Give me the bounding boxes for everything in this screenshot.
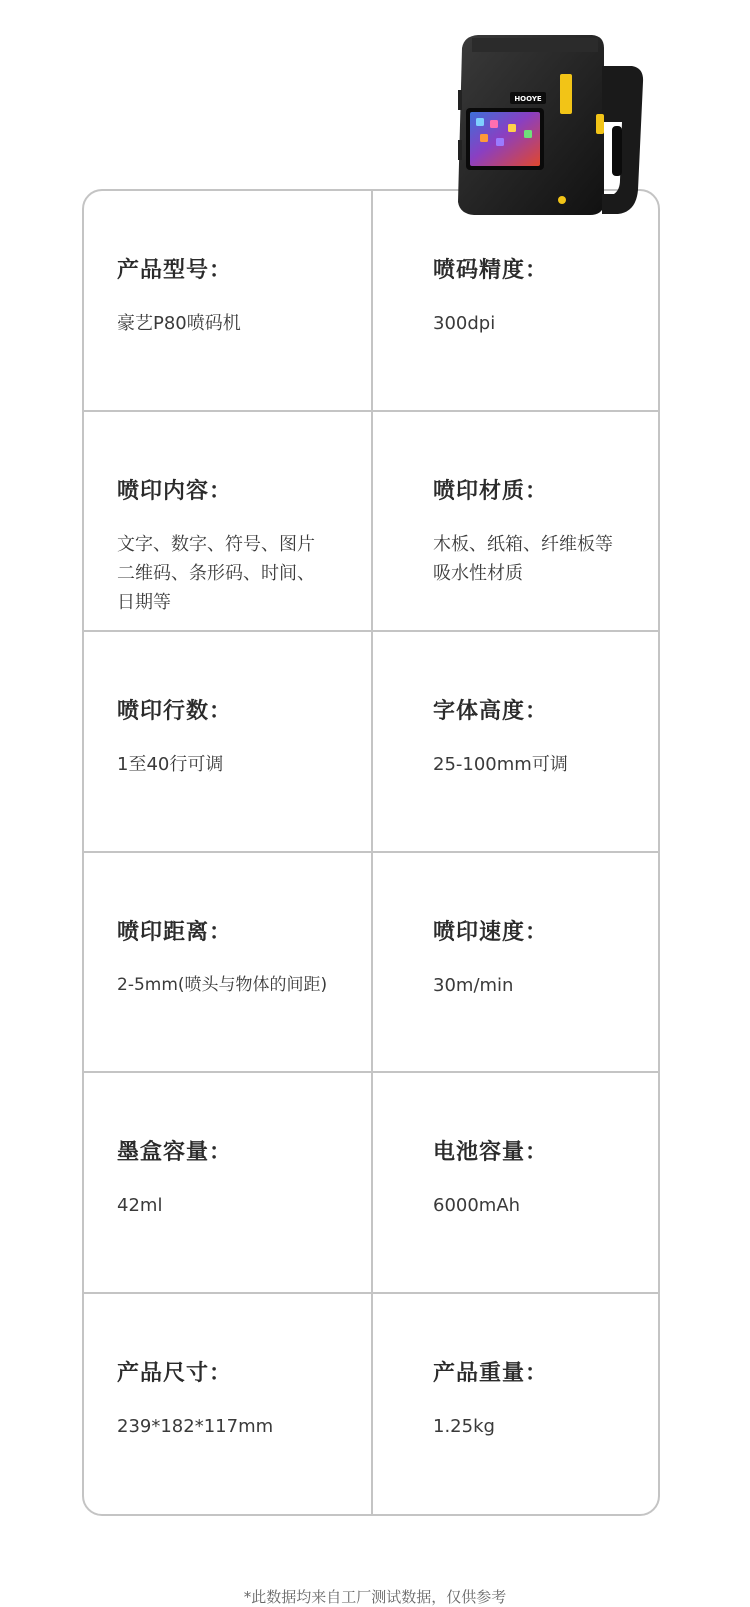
spec-cell-content	[84, 412, 373, 633]
spec-value: 木板、纸箱、纤维板等 吸水性材质	[433, 533, 613, 584]
spec-label: 墨盒容量：	[117, 1140, 233, 1165]
spec-cell-material	[373, 412, 660, 633]
product-printer-image	[452, 30, 648, 220]
spec-label: 字体高度：	[433, 699, 549, 724]
spec-cell-ink-capacity	[84, 1073, 373, 1294]
spec-cell-lines	[84, 632, 373, 853]
spec-value: 6000mAh	[433, 1195, 521, 1216]
spec-label: 喷印行数：	[117, 699, 233, 724]
footnote: *此数据均来自工厂测试数据，仅供参考	[243, 1588, 507, 1606]
spec-value: 25-100mm可调	[433, 754, 568, 775]
spec-value: 1.25kg	[433, 1415, 495, 1437]
spec-label: 产品尺寸：	[117, 1360, 233, 1386]
spec-value: 30m/min	[433, 974, 514, 996]
spec-label: 产品重量：	[433, 1360, 549, 1386]
spec-label: 产品型号：	[117, 258, 233, 283]
spec-cell-distance	[84, 853, 373, 1074]
spec-value: 豪艺P80喷码机	[117, 313, 241, 334]
spec-label: 电池容量：	[433, 1140, 549, 1165]
spec-cell-precision	[373, 191, 660, 412]
spec-cell-size	[84, 1294, 373, 1515]
spec-value: 2-5mm(喷头与物体的间距)	[117, 974, 328, 995]
spec-value: 1至40行可调	[117, 754, 224, 775]
brand-logo-text: HOOYE	[514, 95, 542, 103]
spec-cell-speed	[373, 853, 660, 1074]
spec-value: 文字、数字、符号、图片 二维码、条形码、时间、 日期等	[117, 533, 315, 613]
spec-label: 喷印内容：	[117, 478, 233, 504]
spec-table	[82, 189, 660, 1516]
spec-cell-model	[84, 191, 373, 412]
spec-value: 239*182*117mm	[117, 1415, 274, 1437]
spec-label: 喷印距离：	[117, 919, 233, 945]
spec-cell-weight	[373, 1294, 660, 1515]
spec-label: 喷码精度：	[433, 258, 549, 283]
spec-cell-battery	[373, 1073, 660, 1294]
spec-label: 喷印速度：	[433, 919, 549, 945]
spec-label: 喷印材质：	[433, 478, 549, 504]
spec-cell-font-height	[373, 632, 660, 853]
spec-value: 42ml	[117, 1195, 163, 1216]
spec-value: 300dpi	[433, 313, 496, 334]
